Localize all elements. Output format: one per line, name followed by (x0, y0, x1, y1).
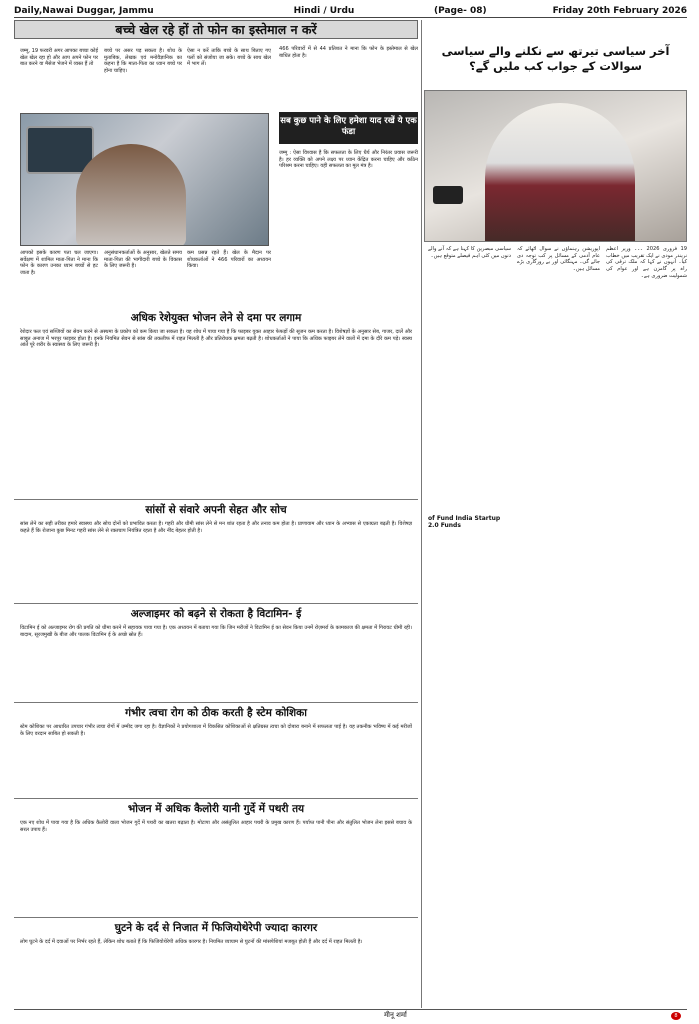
signature: मीनू शर्मा (384, 1011, 407, 1019)
story-column-2: बच्चे पर असर पड़ सकता है। शोध के मुताबिक, लेखक एवं मनोवैज्ञानिक का कहना है कि माता-पिता का ध्यान बच्चे पर होना चाहिए। (104, 48, 182, 75)
section-body-stem-cell: स्टेम कोशिका पर आधारित उपचार गंभीर त्वचा रोगों में उम्मीद जगा रहा है। वैज्ञानिकों ने प्रयोगशाला में विकसित कोशिकाओं से क्षतिग्रस्त त्वचा को दोबारा बनाने में सफलता पाई है। यह तकनीक भविष्य में कई मरीजों के लिए वरदान साबित हो सकती है। (20, 724, 412, 737)
section-title-stem-cell: गंभीर त्वचा रोग को ठीक करती है स्टेम कोशिका (125, 707, 307, 719)
modi-headline: آخر سیاسی تیرتھ سے نکلنے والے سیاسی سوالات کے جواب کب ملیں گے؟ (441, 44, 670, 73)
divider (14, 603, 418, 604)
section-body-vitamin-e: विटामिन ई को अल्जाइमर रोग की प्रगति को धीमा करने में सहायक पाया गया है। एक अध्ययन में बताया गया कि जिन मरीजों ने विटामिन ई का सेवन किया उनमें रोज़मर्रा के कामकाज की क्षमता में गिरावट धीमी रही। बादाम, सूरजमुखी के बीज और पालक विटामिन ई के अच्छे स्रोत हैं। (20, 625, 412, 638)
modi-figure (485, 103, 635, 242)
section-title-kidney: भोजन में अधिक कैलोरी यानी गुर्दे में पथरी तय (127, 803, 305, 815)
section-title-knee: घुटने के दर्द से निजात में फिजियोथेरेपी ज्यादा कारगर (114, 922, 318, 934)
language-label: Hindi / Urdu (293, 6, 355, 16)
story-column-1: जम्मू, 19 फरवरी अगर आपका बच्चा कोई खेल खेल रहा हो और आप अपने फोन पर बात करने या मैसेज भेजने में व्यस्त हैं तो (20, 48, 98, 68)
divider (14, 702, 418, 703)
divider (14, 917, 418, 918)
child-figure (76, 144, 186, 246)
fanda-intro: 466 परिवारों में से 44 प्रतिशत ने माना कि फोन के इस्तेमाल से खेल बाधित होता है। (279, 46, 418, 59)
page-label: (Page- 08) (434, 6, 487, 16)
startup-fund-label: of Fund India Startup 2.0 Funds (428, 515, 501, 529)
divider (14, 798, 418, 799)
footer (14, 1009, 687, 1021)
section-title-breath: सांसों से संवारे अपनी सेहत और सोच (145, 504, 287, 516)
story-bottom-column-3: कम प्रसन्न रहते हैं। खेल के मैदान पर शोधकर्ताओं ने 466 परिवारों का अध्ययन किया। (187, 250, 271, 270)
fanda-body: जम्मू : ऐसा विश्वास है कि सफलता के लिए धैर्य और निरंतर प्रयास जरूरी है। हर व्यक्ति को अपने लक्ष्य पर ध्यान केंद्रित करना चाहिए और कठिन परिश्रम करना चाहिए। यही सफलता का मूल मंत्र है। (279, 150, 418, 170)
section-title-vitamin-e: अल्जाइमर को बढ़ने से रोकता है विटामिन- ई (130, 608, 302, 620)
story-column-3: ऐसा न करें ताकि बच्चे के साथ बिताए गए पलों को संजोया जा सके। बच्चे के साथ खेल में भाग लें। (187, 48, 271, 68)
section-title-fiber: अधिक रेशेयुक्त भोजन लेने से दमा पर लगाम (130, 312, 302, 324)
urdu-column-2: اپوزیشن رہنماؤں نے سوال اٹھائے کہ عام آدمی کے مسائل پر کب توجہ دی جائے گی۔ مہنگائی اور بے روزگاری بڑے مسائل ہیں۔ (517, 246, 600, 273)
phone-shape (433, 186, 463, 204)
divider (14, 499, 418, 500)
masthead (14, 5, 687, 18)
story-bottom-column-2: अनुसंधानकर्ताओं के अनुसार, खेलते समय माता-पिता की भागीदारी बच्चे के विकास के लिए जरूरी है। (104, 250, 182, 270)
paper-name: Daily,Nawai Duggar, Jammu (14, 6, 154, 16)
main-headline: बच्चे खेल रहे हों तो फोन का इस्तेमाल न करें (14, 20, 418, 39)
child-phone-photo (20, 113, 269, 246)
urdu-column-3: 19 فروری 2026 ۔۔۔ وزیر اعظم نریندر مودی نے ایک تقریب میں خطاب کیا۔ انہوں نے کہا کہ ملک ترقی کی راہ پر گامزن ہے اور عوام کی شمولیت ضروری ہے۔ (606, 246, 688, 279)
modi-photo (424, 90, 687, 242)
urdu-column-1: سیاسی مبصرین کا کہنا ہے کہ آنے والے دنوں میں کئی اہم فیصلے متوقع ہیں۔ (428, 246, 511, 259)
issue-date: Friday 20th February 2026 (552, 6, 687, 16)
fanda-headline: सब कुछ पाने के लिए हमेशा याद रखें ये एक फंडा (279, 112, 418, 144)
section-body-breath: सांस लेने का सही तरीका हमारे स्वास्थ्य और सोच दोनों को प्रभावित करता है। गहरी और धीमी सांस लेने से मन शांत रहता है और तनाव कम होता है। प्राणायाम और ध्यान के अभ्यास से एकाग्रता बढ़ती है। विशेषज्ञ कहते हैं कि रोजाना कुछ मिनट गहरी सांस लेने से रक्तचाप नियंत्रित रहता है और नींद बेहतर होती है। (20, 521, 412, 534)
section-body-knee: लोग घुटने के दर्द में दवाओं पर निर्भर रहते हैं, लेकिन शोध बताते हैं कि फिजियोथेरेपी अधिक कारगर है। नियमित व्यायाम से घुटनों की मांसपेशियां मजबूत होती हैं और दर्द में राहत मिलती है। (20, 939, 363, 945)
story-bottom-column-1: आपको इसके कारण पता चल जाएगा। सर्वेक्षण में शामिल माता-पिता ने माना कि फोन के कारण उनका ध्यान बच्चों से हट जाता है। (20, 250, 98, 277)
section-body-fiber: रेशेदार फल एवं सब्जियों का सेवन करने से अस्थमा के प्रकोप को कम किया जा सकता है। यह शोध में पाया गया है कि फाइबर युक्त आहार फेफड़ों की सूजन कम करता है। विशेषज्ञों के अनुसार सेब, गाजर, दालें और साबुत अनाज में भरपूर फाइबर होता है। इनके नियमित सेवन से सांस की तकलीफ में राहत मिलती है और प्रतिरोधक क्षमता बढ़ती है। शोधकर्ताओं ने पाया कि अधिक फाइबर लेने वालों में दमा के दौरे कम पड़े। स्वस्थ आंतें पूरे शरीर के स्वास्थ्य के लिए जरूरी हैं। (20, 329, 412, 349)
page-number-badge: 8 (671, 1012, 681, 1020)
section-body-kidney: एक नए शोध में पाया गया है कि अधिक कैलोरी वाला भोजन गुर्दे में पथरी का खतरा बढ़ाता है। मोटापा और असंतुलित आहार पथरी के प्रमुख कारण हैं। पर्याप्त पानी पीना और संतुलित भोजन लेना इससे बचाव के सरल उपाय हैं। (20, 820, 412, 833)
column-divider (421, 20, 422, 1008)
